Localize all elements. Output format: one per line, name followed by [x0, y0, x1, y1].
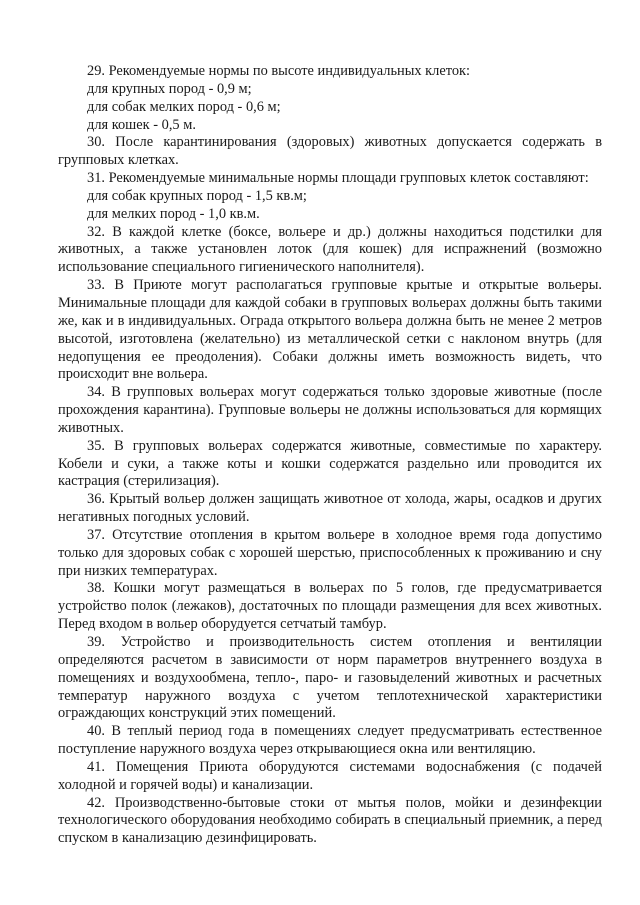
paragraph-39: 39. Устройство и производительность систем отопления и вентиляции определяются расчетом в зависимости от норм параметров внутреннего воздуха в помещениях и воздухообмена, тепло-, паро- и газовыделений животных и расчетных температур наружного воздуха с учетом теплотехнической характеристики ограждающих конструкций этих помещений.	[58, 634, 602, 722]
paragraph-33: 33. В Приюте могут располагаться групповые крытые и открытые вольеры. Минимальные площади для каждой собаки в групповых вольерах должны быть такими же, как и в индивидуальных. Ограда открытого вольера должна быть не менее 2 метров высотой, изготовлена (желательно) из металлической сетки с наклоном внутрь (для недопущения ее преодоления). Собаки должны иметь возможность видеть, что происходит вне вольера.	[58, 277, 602, 383]
paragraph-35: 35. В групповых вольерах содержатся животные, совместимые по характеру. Кобели и суки, а также коты и кошки содержатся раздельно или проводится их кастрация (стерилизация).	[58, 437, 602, 490]
paragraph-32: 32. В каждой клетке (боксе, вольере и др.) должны находиться подстилки для животных, а также установлен лоток (для кошек) для испражнений (возможно использование специального гигиенического наполнителя).	[58, 223, 602, 276]
paragraph-41: 41. Помещения Приюта оборудуются системами водоснабжения (с подачей холодной и горячей воды) и канализации.	[58, 758, 602, 793]
list-item-cats-height: для кошек - 0,5 м.	[87, 116, 196, 133]
paragraph-38: 38. Кошки могут размещаться в вольерах по 5 голов, где предусматривается устройство полок (лежаков), достаточных по площади размещения для всех животных. Перед входом в вольер оборудуется сетчатый тамбур.	[58, 580, 602, 633]
paragraph-34: 34. В групповых вольерах могут содержаться только здоровые животные (после прохождения карантина). Групповые вольеры не должны использоваться для кормящих животных.	[58, 384, 602, 436]
paragraph-37: 37. Отсутствие отопления в крытом вольере в холодное время года допустимо только для здоровых собак с хорошей шерстью, приспособленных к проживанию и сну при низких температурах.	[58, 526, 602, 579]
paragraph-40: 40. В теплый период года в помещениях следует предусматривать естественное поступление наружного воздуха через открывающиеся окна или вентиляцию.	[58, 723, 602, 758]
paragraph-29-heading: 29. Рекомендуемые нормы по высоте индивидуальных клеток:	[87, 63, 471, 79]
paragraph-31-heading: 31. Рекомендуемые минимальные нормы площади групповых клеток составляют:	[87, 170, 589, 187]
list-item-small-breeds-area: для мелких пород - 1,0 кв.м.	[87, 205, 260, 222]
paragraph-30: 30. После карантинирования (здоровых) животных допускается содержать в групповых клетках.	[58, 134, 602, 169]
list-item-large-breeds-area: для собак крупных пород - 1,5 кв.м;	[87, 187, 307, 204]
list-item-small-breeds-height: для собак мелких пород - 0,6 м;	[87, 98, 281, 115]
paragraph-42: 42. Производственно-бытовые стоки от мытья полов, мойки и дезинфекции технологического оборудования необходимо собирать в специальный приемник, а перед спуском в канализацию дезинфицировать.	[58, 794, 602, 847]
list-item-large-breeds-height: для крупных пород - 0,9 м;	[87, 80, 252, 97]
paragraph-36: 36. Крытый вольер должен защищать животное от холода, жары, осадков и других негативных погодных условий.	[58, 491, 602, 526]
document-page	[58, 63, 602, 848]
